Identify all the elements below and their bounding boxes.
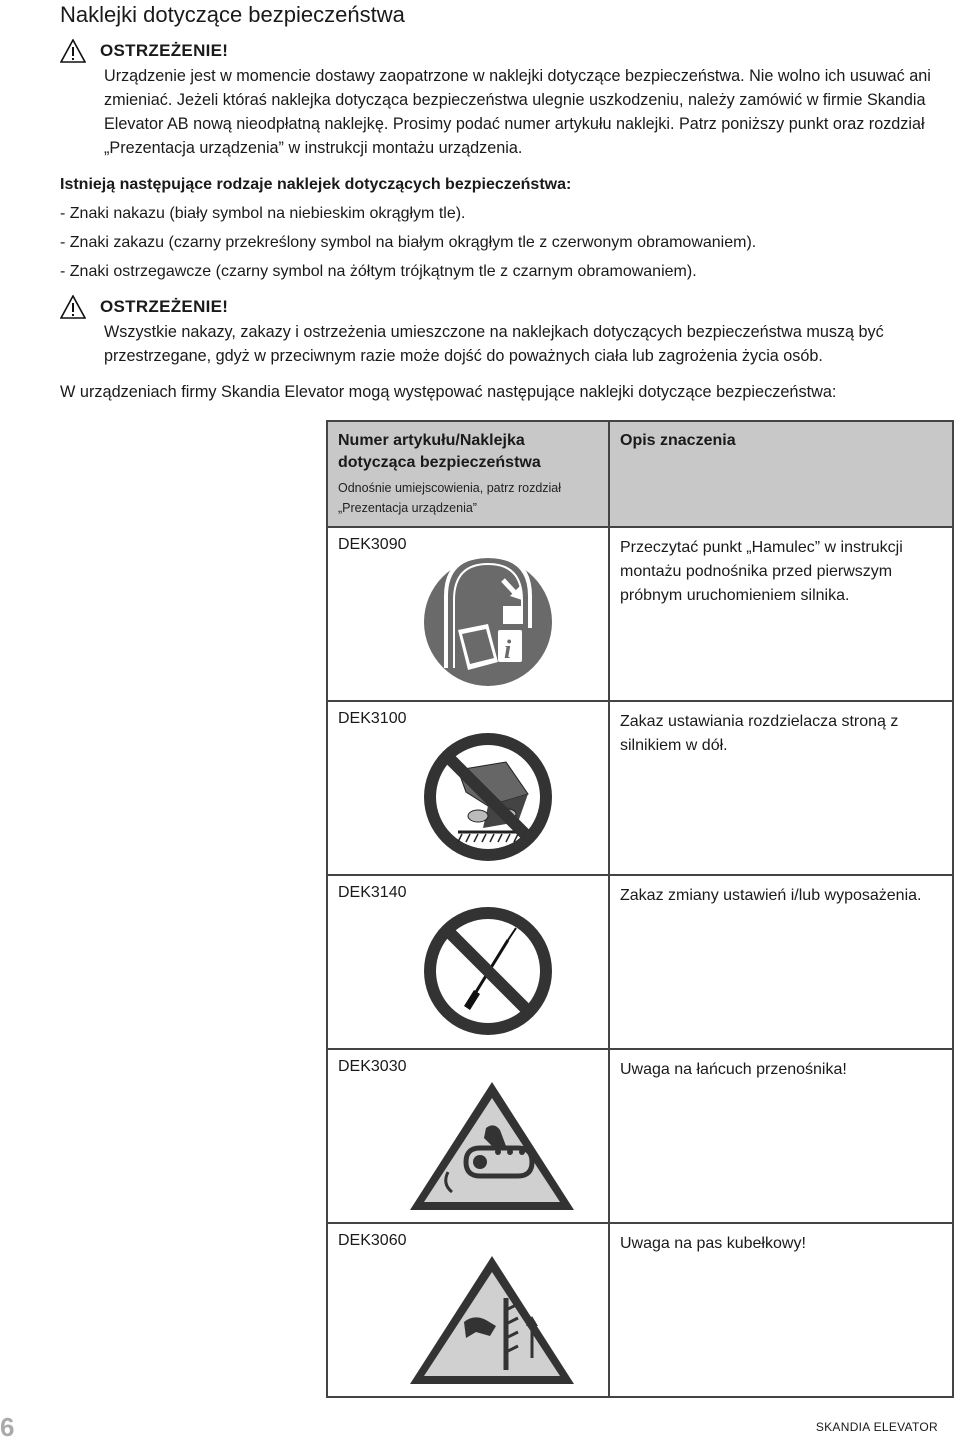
list-item: - Znaki zakazu (czarny przekreślony symbol na białym okrągłym tle z czerwonym obramowaniem). [60,234,757,251]
warning-triangle-icon [60,39,86,63]
column-header-article [327,421,609,527]
header-label: Numer artykułu/Naklejka dotycząca bezpieczeństwa [338,432,541,471]
header-label: Opis znaczenia [620,432,736,449]
footer-brand: SKANDIA ELEVATOR [815,1420,938,1434]
read-manual-sign-icon [338,558,598,686]
header-subtext: Odnośnie umiejscowienia, patrz rozdział „Prezentacja urządzenia” [338,481,562,515]
list-item: - Znaki ostrzegawcze (czarny symbol na żółtym trójkątnym tle z czarnym obramowaniem). [60,263,697,280]
description-cell: Zakaz zmiany ustawień i/lub wyposażenia. [609,875,953,1049]
page-number: 6 [0,1412,15,1442]
table-row [327,527,953,701]
description-cell: Uwaga na pas kubełkowy! [609,1223,953,1397]
warning-bucket-belt-sign-icon [338,1254,598,1386]
warning-triangle-icon [60,295,86,319]
warning-chain-sign-icon [338,1080,598,1212]
warning-label: OSTRZEŻENIE! [100,41,229,60]
article-number: DEK3060 [338,1232,407,1249]
article-number: DEK3090 [338,536,407,553]
warning-block-2 [60,294,940,368]
description-cell: Uwaga na łańcuch przenośnika! [609,1049,953,1223]
table-row [327,1049,953,1223]
sticker-cell [327,527,609,701]
table-row [327,1223,953,1397]
table-row [327,875,953,1049]
sticker-cell [327,1049,609,1223]
warning-block-1 [60,38,940,160]
warning-label: OSTRZEŻENIE! [100,297,229,316]
stickers-table [326,420,954,1398]
article-number: DEK3140 [338,884,407,901]
description-cell: Zakaz ustawiania rozdzielacza stroną z silnikiem w dół. [609,701,953,875]
intro-text: W urządzeniach firmy Skandia Elevator mogą występować następujące naklejki dotyczące bezpieczeństwa: [60,383,837,401]
list-item: - Znaki nakazu (biały symbol na niebieskim okrągłym tle). [60,205,466,222]
description-cell: Przeczytać punkt „Hamulec” w instrukcji montażu podnośnika przed pierwszym próbnym uruchomieniem silnika. [609,527,953,701]
svg-text:i: i [504,635,512,664]
column-header-description [609,421,953,527]
types-heading: Istnieją następujące rodzaje naklejek dotyczących bezpieczeństwa: [60,176,572,193]
article-number: DEK3030 [338,1058,407,1075]
table-row [327,701,953,875]
prohibition-distributor-sign-icon [338,732,598,862]
page-title: Naklejki dotyczące bezpieczeństwa [60,2,405,27]
warning-text: Wszystkie nakazy, zakazy i ostrzeżenia umieszczone na naklejkach dotyczących bezpieczeństwa muszą być przestrzegane, gdyż w przeciwnym razie może dojść do poważnych ciała lub zagrożenia życia osób. [104,323,884,365]
sticker-types [60,172,940,285]
sticker-cell [327,701,609,875]
article-number: DEK3100 [338,710,407,727]
warning-text: Urządzenie jest w momencie dostawy zaopatrzone w naklejki dotyczące bezpieczeństwa. Nie wolno ich usuwać ani zmieniać. Jeżeli któraś naklejka dotycząca bezpieczeństwa ulegnie uszkodzeniu, należy zamówić w firmie Skandia Elevator AB nową nieodpłatną naklejkę. Prosimy podać numer artykułu naklejki. Patrz poniższy punkt oraz rozdział „Prezentacja urządzenia” w instrukcji montażu urządzenia. [104,67,931,157]
table-header-row [327,421,953,527]
prohibition-screwdriver-sign-icon [338,906,598,1036]
sticker-cell [327,1223,609,1397]
sticker-cell [327,875,609,1049]
